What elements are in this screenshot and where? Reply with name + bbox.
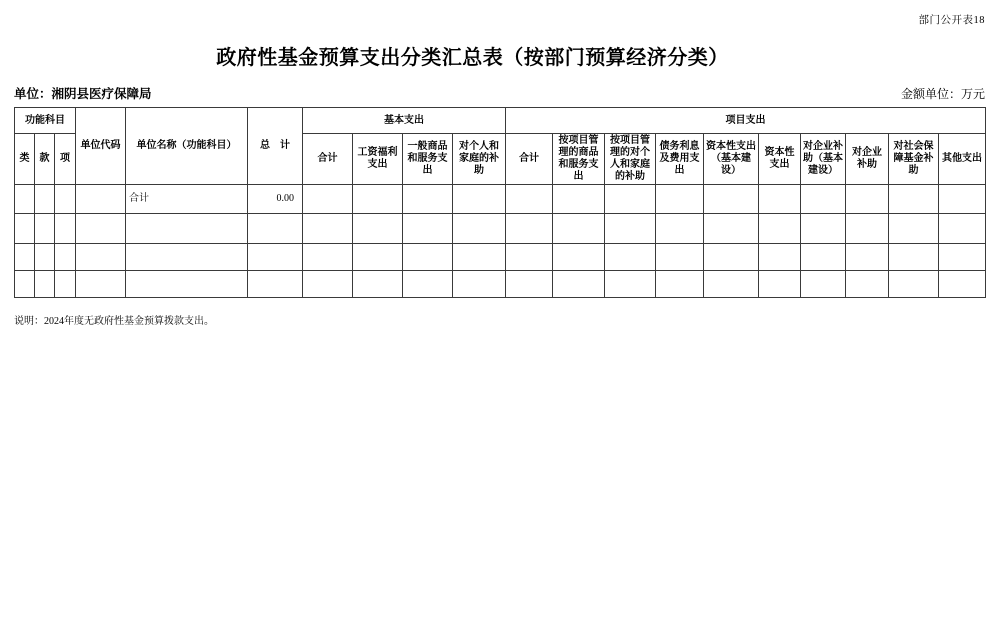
- header-capital-construction: 资本性支出（基本建设）: [704, 134, 759, 185]
- table-cell: [939, 244, 986, 271]
- table-cell: [553, 271, 605, 298]
- table-cell: [55, 244, 76, 271]
- table-cell: [403, 271, 453, 298]
- table-cell: [704, 185, 759, 214]
- meta-row: [14, 84, 985, 102]
- header-grand-total: 总 计: [248, 108, 303, 185]
- table-row: [15, 185, 986, 214]
- table-cell: [55, 271, 76, 298]
- table-cell: [759, 244, 801, 271]
- table-cell: 合计: [126, 185, 248, 214]
- header-basic-total: 合计: [303, 134, 353, 185]
- table-cell: [939, 271, 986, 298]
- table-cell: [801, 185, 846, 214]
- table-cell: [553, 214, 605, 244]
- table-cell: [939, 185, 986, 214]
- table-cell: [15, 185, 35, 214]
- table-cell: [939, 214, 986, 244]
- table-cell: [248, 271, 303, 298]
- table-cell: [353, 271, 403, 298]
- table-cell: [846, 271, 889, 298]
- header-functional-subject: 功能科目: [15, 108, 76, 134]
- table-cell: [704, 214, 759, 244]
- table-cell: [55, 214, 76, 244]
- table-cell: [15, 244, 35, 271]
- amount-unit-label: 金额单位：万元: [900, 87, 985, 101]
- table-cell: [506, 214, 553, 244]
- table-cell: [656, 185, 704, 214]
- table-cell: [801, 271, 846, 298]
- header-enterprise-subsidy: 对企业补助: [846, 134, 889, 185]
- header-basic-expenditure: 基本支出: [303, 108, 506, 134]
- table-cell: [35, 271, 55, 298]
- table-cell: [76, 185, 126, 214]
- header-basic-wages: 工资福利支出: [353, 134, 403, 185]
- header-subitem: 项: [55, 134, 76, 185]
- table-cell: [453, 271, 506, 298]
- table-row: [15, 244, 986, 271]
- table-cell: [605, 214, 656, 244]
- table-cell: [506, 185, 553, 214]
- table-cell: [403, 244, 453, 271]
- table-cell: [889, 244, 939, 271]
- header-project-total: 合计: [506, 134, 553, 185]
- table-cell: [35, 185, 55, 214]
- header-basic-goods-services: 一般商品和服务支出: [403, 134, 453, 185]
- table-cell: [553, 244, 605, 271]
- header-enterprise-subsidy-construction: 对企业补助（基本建设）: [801, 134, 846, 185]
- header-unit-name: 单位名称（功能科目）: [126, 108, 248, 185]
- table-cell: [353, 244, 403, 271]
- table-cell: [846, 214, 889, 244]
- table-cell: [35, 244, 55, 271]
- table-cell: [605, 244, 656, 271]
- table-cell: [506, 271, 553, 298]
- table-row: [15, 214, 986, 244]
- table-cell: [76, 214, 126, 244]
- table-cell: [889, 271, 939, 298]
- table-cell: [453, 185, 506, 214]
- table-cell: [453, 244, 506, 271]
- table-cell: [303, 244, 353, 271]
- header-item: 款: [35, 134, 55, 185]
- table-cell: [605, 271, 656, 298]
- table-cell: [704, 271, 759, 298]
- header-unit-code: 单位代码: [76, 108, 126, 185]
- table-cell: 0.00: [248, 185, 303, 214]
- table-cell: [801, 214, 846, 244]
- table-cell: [704, 244, 759, 271]
- table-cell: [248, 214, 303, 244]
- table-cell: [303, 185, 353, 214]
- table-cell: [126, 244, 248, 271]
- table-cell: [76, 244, 126, 271]
- page-title: 政府性基金预算支出分类汇总表（按部门预算经济分类）: [216, 47, 729, 69]
- table-cell: [656, 271, 704, 298]
- table-cell: [846, 185, 889, 214]
- header-project-goods-services: 按项目管理的商品和服务支出: [553, 134, 605, 185]
- header-social-security-subsidy: 对社会保障基金补助: [889, 134, 939, 185]
- table-cell: [759, 185, 801, 214]
- table-body: [15, 185, 986, 298]
- header-project-expenditure: 项目支出: [506, 108, 986, 134]
- table-cell: [759, 214, 801, 244]
- header-debt-interest: 债务利息及费用支出: [656, 134, 704, 185]
- table-cell: [801, 244, 846, 271]
- table-cell: [656, 244, 704, 271]
- table-cell: [889, 214, 939, 244]
- table-cell: [126, 214, 248, 244]
- table-cell: [353, 214, 403, 244]
- table-cell: [403, 185, 453, 214]
- table-row: [15, 271, 986, 298]
- header-category: 类: [15, 134, 35, 185]
- table-cell: [605, 185, 656, 214]
- header-other-expenditure: 其他支出: [939, 134, 986, 185]
- table-cell: [15, 214, 35, 244]
- table-cell: [506, 244, 553, 271]
- corner-table-label: 部门公开表18: [918, 15, 985, 26]
- note-text: 说明：2024年度无政府性基金预算拨款支出。: [14, 316, 214, 327]
- table-cell: [759, 271, 801, 298]
- header-capital-expenditure: 资本性支出: [759, 134, 801, 185]
- table-cell: [656, 214, 704, 244]
- table-cell: [403, 214, 453, 244]
- table-cell: [15, 271, 35, 298]
- table-cell: [303, 214, 353, 244]
- table-cell: [303, 271, 353, 298]
- table-cell: [453, 214, 506, 244]
- table-cell: [248, 244, 303, 271]
- unit-label: 单位：湘阴县医疗保障局: [14, 87, 152, 101]
- header-project-individual-subsidy: 按项目管理的对个人和家庭的补助: [605, 134, 656, 185]
- header-group-row: [15, 108, 986, 134]
- table-cell: [553, 185, 605, 214]
- table-cell: [55, 185, 76, 214]
- header-basic-individual-subsidy: 对个人和家庭的补助: [453, 134, 506, 185]
- table-cell: [889, 185, 939, 214]
- table-cell: [76, 271, 126, 298]
- table-cell: [353, 185, 403, 214]
- table-cell: [846, 244, 889, 271]
- budget-table: [14, 107, 986, 298]
- table-cell: [35, 214, 55, 244]
- table-cell: [126, 271, 248, 298]
